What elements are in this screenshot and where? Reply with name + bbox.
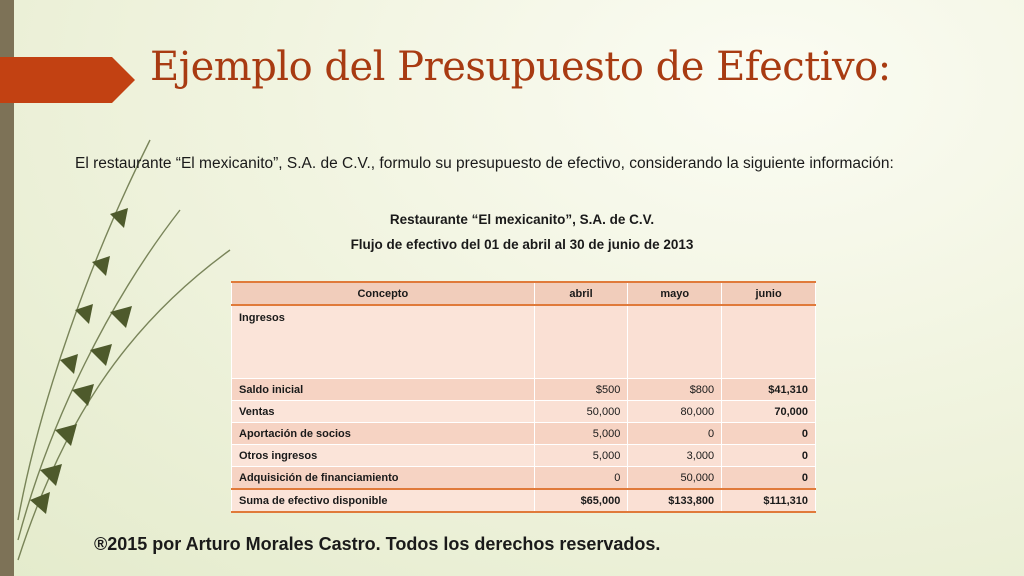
ingresos-abril (534, 305, 628, 379)
row-junio: $111,310 (722, 489, 816, 512)
intro-paragraph: El restaurante “El mexicanito”, S.A. de C.V., formulo su presupuesto de efectivo, considerando la siguiente información: (75, 155, 894, 172)
header-mayo: mayo (628, 282, 722, 305)
row-concepto: Otros ingresos (232, 445, 535, 467)
row-abril: 0 (534, 467, 628, 490)
table-row-ingresos (232, 305, 816, 379)
row-abril: $65,000 (534, 489, 628, 512)
row-abril: 5,000 (534, 445, 628, 467)
header-concepto: Concepto (232, 282, 535, 305)
table-row (232, 423, 816, 445)
row-mayo: 3,000 (628, 445, 722, 467)
header-junio: junio (722, 282, 816, 305)
row-abril: 50,000 (534, 401, 628, 423)
row-concepto: Ventas (232, 401, 535, 423)
ingresos-junio (722, 305, 816, 379)
row-mayo: 0 (628, 423, 722, 445)
table-row (232, 401, 816, 423)
header-abril: abril (534, 282, 628, 305)
title-arrow-icon (0, 57, 135, 103)
row-junio: 0 (722, 423, 816, 445)
row-mayo: 80,000 (628, 401, 722, 423)
row-concepto: Saldo inicial (232, 379, 535, 401)
company-heading: Restaurante “El mexicanito”, S.A. de C.V. (389, 212, 655, 227)
row-junio: 0 (722, 467, 816, 490)
ingresos-label: Ingresos (232, 305, 535, 379)
row-junio: 0 (722, 445, 816, 467)
copyright-footer: ®2015 por Arturo Morales Castro. Todos los derechos reservados. (94, 534, 661, 554)
table-row (232, 467, 816, 490)
row-abril: $500 (534, 379, 628, 401)
row-concepto: Suma de efectivo disponible (232, 489, 535, 512)
row-concepto: Adquisición de financiamiento (232, 467, 535, 490)
cash-flow-table (231, 281, 816, 513)
row-concepto: Aportación de socios (232, 423, 535, 445)
table-row (232, 445, 816, 467)
table-header-row (232, 282, 816, 305)
row-mayo: 50,000 (628, 467, 722, 490)
slide-title: Ejemplo del Presupuesto de Efectivo: (150, 44, 891, 90)
period-heading: Flujo de efectivo del 01 de abril al 30 de junio de 2013 (350, 237, 694, 252)
table-row (232, 379, 816, 401)
row-junio: 70,000 (722, 401, 816, 423)
row-abril: 5,000 (534, 423, 628, 445)
row-mayo: $800 (628, 379, 722, 401)
ingresos-mayo (628, 305, 722, 379)
row-junio: $41,310 (722, 379, 816, 401)
table-row-total (232, 489, 816, 512)
row-mayo: $133,800 (628, 489, 722, 512)
